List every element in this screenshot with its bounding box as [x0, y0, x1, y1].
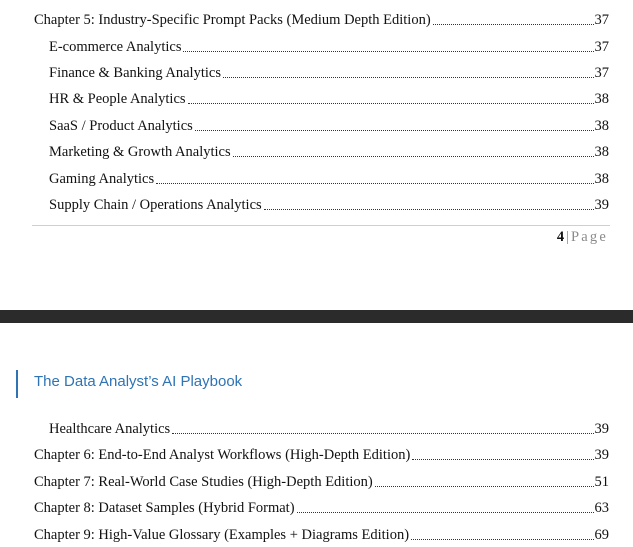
toc-entry-text: Gaming Analytics — [49, 171, 155, 187]
footer-page-number: 4 — [556, 229, 565, 245]
toc-page-number: 38 — [594, 118, 609, 134]
toc-page-number: 38 — [594, 91, 609, 107]
toc-entry-ecommerce-analytics[interactable] — [0, 36, 633, 56]
toc-leader-dots — [188, 103, 594, 104]
toc-entry-text: Chapter 9: High-Value Glossary (Examples + Diagrams Edition) — [34, 527, 410, 543]
footer-separator: | — [566, 229, 569, 245]
toc-entry-text: Supply Chain / Operations Analytics — [49, 197, 262, 213]
toc-entry-text: Chapter 7: Real-World Case Studies (High-Depth Edition) — [34, 474, 373, 490]
toc-leader-dots — [433, 24, 594, 25]
toc-page-number: 39 — [594, 447, 609, 463]
toc-leader-dots — [411, 539, 593, 540]
toc-entry-gaming-analytics[interactable] — [0, 168, 633, 188]
toc-entry-chapter-5[interactable] — [0, 9, 633, 29]
header-accent-bar — [16, 370, 18, 398]
toc-entry-text: Chapter 5: Industry-Specific Prompt Packs (Medium Depth Edition) — [34, 12, 431, 28]
toc-leader-dots — [183, 51, 593, 52]
toc-entry-text: Chapter 6: End-to-End Analyst Workflows (High-Depth Edition) — [34, 447, 411, 463]
footer-page-word: Page — [571, 229, 608, 245]
toc-entry-finance-banking-analytics[interactable] — [0, 62, 633, 82]
toc-page-number: 38 — [594, 171, 609, 187]
toc-entry-text: Finance & Banking Analytics — [49, 65, 221, 81]
toc-leader-dots — [264, 209, 594, 210]
toc-entry-text: Marketing & Growth Analytics — [49, 144, 231, 160]
toc-entry-chapter-7[interactable] — [0, 471, 633, 491]
page-footer — [557, 228, 608, 246]
toc-leader-dots — [412, 459, 593, 460]
toc-page-number: 39 — [594, 421, 609, 437]
toc-page-number: 51 — [594, 474, 609, 490]
toc-entry-text: HR & People Analytics — [49, 91, 186, 107]
toc-page-number: 37 — [594, 12, 609, 28]
footer-rule — [32, 225, 610, 226]
toc-entry-supply-chain-operations-analytics[interactable] — [0, 194, 633, 214]
toc-page-number: 38 — [594, 144, 609, 160]
toc-entry-healthcare-analytics[interactable] — [0, 418, 633, 438]
toc-leader-dots — [375, 486, 594, 487]
toc-page-number: 39 — [594, 197, 609, 213]
toc-entry-saas-product-analytics[interactable] — [0, 115, 633, 135]
toc-leader-dots — [195, 130, 594, 131]
toc-entry-chapter-8[interactable] — [0, 497, 633, 517]
toc-page-number: 69 — [594, 527, 609, 543]
page-header-title: The Data Analyst’s AI Playbook — [34, 373, 243, 390]
toc-entry-chapter-6[interactable] — [0, 444, 633, 464]
toc-leader-dots — [297, 512, 594, 513]
toc-entry-text: SaaS / Product Analytics — [49, 118, 193, 134]
toc-leader-dots — [223, 77, 594, 78]
toc-leader-dots — [233, 156, 594, 157]
toc-leader-dots — [156, 183, 593, 184]
page-break-gap — [0, 310, 633, 323]
toc-page-number: 37 — [594, 39, 609, 55]
toc-entry-chapter-9[interactable] — [0, 524, 633, 544]
toc-entry-text: Chapter 8: Dataset Samples (Hybrid Format) — [34, 500, 295, 516]
toc-page-number: 63 — [594, 500, 609, 516]
toc-entry-hr-people-analytics[interactable] — [0, 88, 633, 108]
toc-page-number: 37 — [594, 65, 609, 81]
toc-leader-dots — [172, 433, 593, 434]
toc-entry-text: E-commerce Analytics — [49, 39, 182, 55]
toc-entry-text: Healthcare Analytics — [49, 421, 171, 437]
toc-entry-marketing-growth-analytics[interactable] — [0, 141, 633, 161]
